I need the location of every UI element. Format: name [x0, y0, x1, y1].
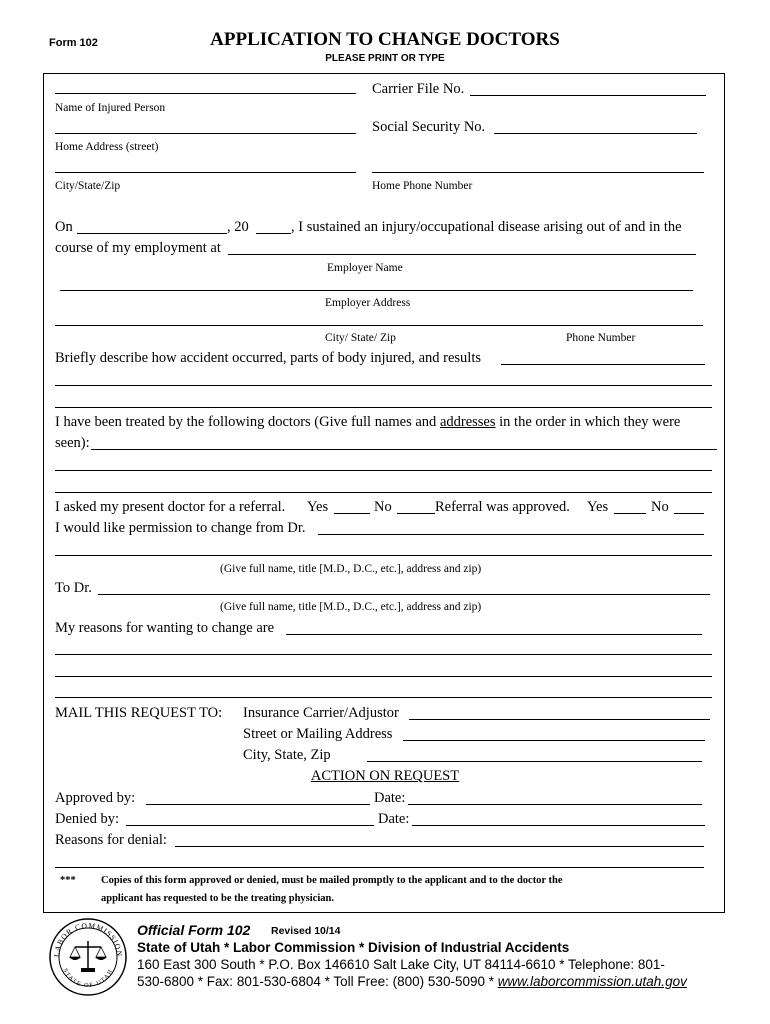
doctors-line[interactable] [55, 470, 712, 471]
denied-by-label: Denied by: [55, 811, 120, 827]
employment-label: course of my employment at [55, 240, 221, 256]
mail-carrier-field[interactable] [409, 719, 710, 720]
ssn-field[interactable] [494, 133, 697, 134]
notice-line-1: Copies of this form approved or denied, must be mailed promptly to the applicant and to the doctor the [101, 875, 563, 886]
carrier-file-label: Carrier File No. [372, 81, 465, 97]
injury-date-field[interactable] [77, 233, 227, 234]
form-number: Form 102 [49, 37, 98, 49]
notice-line-2: applicant has requested to be the treating physician. [101, 893, 334, 904]
city-state-zip-field[interactable] [55, 172, 356, 173]
injured-name-field[interactable] [55, 93, 356, 94]
footer-address-1: 160 East 300 South * P.O. Box 146610 Salt Lake City, UT 84114-6610 * Telephone: 801- [137, 957, 665, 972]
mail-city-label: City, State, Zip [243, 747, 331, 763]
approved-no-label: No [651, 499, 669, 515]
employer-phone-label: Phone Number [566, 332, 636, 344]
describe-field[interactable] [501, 364, 705, 365]
carrier-file-field[interactable] [470, 95, 706, 96]
reasons-field[interactable] [286, 634, 702, 635]
change-from-hint: (Give full name, title [M.D., D.C., etc.], address and zip) [220, 563, 482, 575]
ssn-label: Social Security No. [372, 119, 486, 135]
employer-city-label: City/ State/ Zip [325, 332, 396, 344]
mail-city-field[interactable] [367, 761, 702, 762]
footer-revised: Revised 10/14 [271, 925, 341, 937]
injury-year-field[interactable] [256, 233, 291, 234]
denial-reasons-field[interactable] [175, 846, 704, 847]
footer-agency: State of Utah * Labor Commission * Division of Industrial Accidents [137, 940, 570, 955]
referral-yes-label: Yes [307, 499, 329, 515]
employer-address-field[interactable] [60, 290, 693, 291]
seal-bottom-text: STATE OF UTAH [61, 967, 115, 990]
referral-yes-field[interactable] [334, 513, 370, 514]
reasons-label: My reasons for wanting to change are [55, 620, 275, 636]
denied-date-field[interactable] [412, 825, 705, 826]
employer-city-field[interactable] [55, 325, 703, 326]
denial-reasons-label: Reasons for denial: [55, 832, 167, 848]
approved-yes-field[interactable] [614, 513, 646, 514]
footer-address-2: 530-6800 * Fax: 801-530-6804 * Toll Free: (800) 530-5090 * www.laborcommission.utah.gov [137, 974, 687, 989]
to-dr-field[interactable] [98, 594, 710, 595]
mail-carrier-label: Insurance Carrier/Adjustor [243, 705, 399, 721]
describe-line[interactable] [55, 407, 712, 408]
approved-yes-label: Yes [587, 499, 609, 515]
denied-by-field[interactable] [126, 825, 374, 826]
doctors-field[interactable] [91, 449, 717, 450]
to-dr-label: To Dr. [55, 580, 92, 596]
labor-commission-seal-icon [48, 917, 128, 997]
denial-reasons-line[interactable] [55, 867, 704, 868]
mail-street-label: Street or Mailing Address [243, 726, 393, 742]
to-dr-hint: (Give full name, title [M.D., D.C., etc.], address and zip) [220, 601, 482, 613]
referral-question: I asked my present doctor for a referral. [55, 499, 286, 515]
approved-label: Referral was approved. [435, 499, 570, 515]
on-label: On [55, 219, 73, 235]
reasons-line[interactable] [55, 697, 712, 698]
approved-by-label: Approved by: [55, 790, 136, 806]
page-title: APPLICATION TO CHANGE DOCTORS [210, 29, 560, 50]
employer-name-field[interactable] [228, 254, 696, 255]
mail-label: MAIL THIS REQUEST TO: [55, 705, 223, 721]
approved-by-field[interactable] [146, 804, 370, 805]
year-prefix: , 20 [227, 219, 249, 235]
form-frame [43, 73, 725, 913]
approved-date-field[interactable] [408, 804, 702, 805]
change-from-field[interactable] [318, 534, 704, 535]
approved-date-label: Date: [374, 790, 406, 806]
denied-date-label: Date: [378, 811, 410, 827]
employer-name-label: Employer Name [327, 262, 403, 274]
mail-street-field[interactable] [403, 740, 705, 741]
reasons-line[interactable] [55, 654, 712, 655]
change-from-line[interactable] [55, 555, 712, 556]
treated-label: I have been treated by the following doctors (Give full names and addresses in the order in which they were [55, 414, 681, 430]
employer-address-label: Employer Address [325, 297, 411, 309]
doctors-line[interactable] [55, 492, 712, 493]
describe-line[interactable] [55, 385, 712, 386]
injured-name-label: Name of Injured Person [55, 102, 166, 114]
home-address-label: Home Address (street) [55, 141, 159, 153]
approved-no-field[interactable] [674, 513, 704, 514]
city-state-zip-label: City/State/Zip [55, 180, 121, 192]
home-phone-label: Home Phone Number [372, 180, 473, 192]
seal-top-text: LABOR COMMISSION [51, 920, 125, 958]
referral-no-field[interactable] [397, 513, 435, 514]
footer-official-form: Official Form 102 [137, 922, 251, 938]
footer-website-link[interactable]: www.laborcommission.utah.gov [497, 974, 687, 989]
notice-stars: *** [60, 875, 76, 886]
change-from-label: I would like permission to change from Dr. [55, 520, 306, 536]
describe-label: Briefly describe how accident occurred, parts of body injured, and results [55, 350, 481, 366]
reasons-line[interactable] [55, 676, 712, 677]
action-heading: ACTION ON REQUEST [310, 768, 460, 784]
home-phone-field[interactable] [372, 172, 704, 173]
injury-sentence: , I sustained an injury/occupational disease arising out of and in the [291, 219, 682, 235]
seen-label: seen): [55, 435, 90, 451]
page-subtitle: PLEASE PRINT OR TYPE [325, 53, 445, 64]
referral-no-label: No [374, 499, 392, 515]
home-address-field[interactable] [55, 133, 356, 134]
